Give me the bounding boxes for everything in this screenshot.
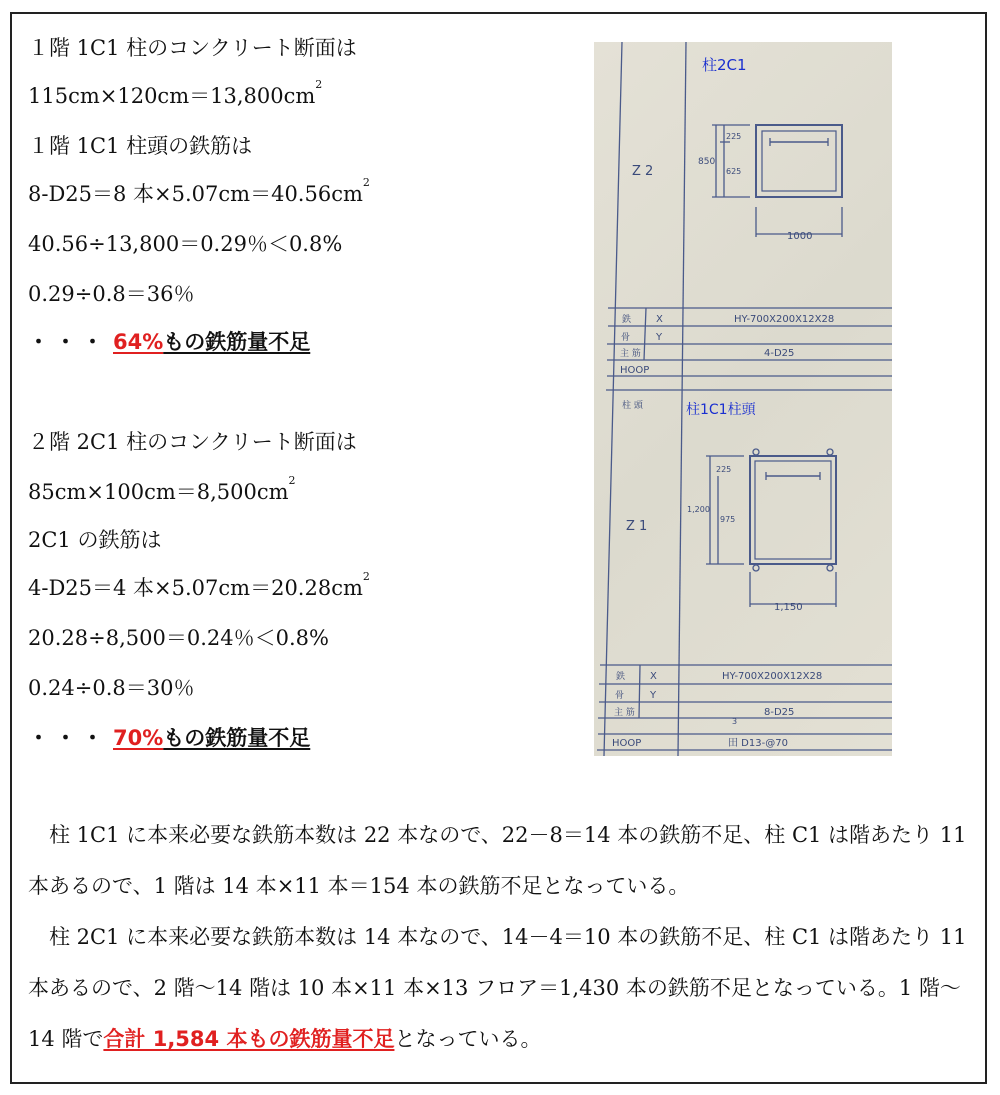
floor1-area-sup: 2 xyxy=(315,78,323,91)
floor2-rebar-heading: 2C1 の鉄筋は xyxy=(28,528,162,552)
floor2-rebar xyxy=(28,572,370,602)
summary-paragraph-2 xyxy=(28,912,976,1065)
summary-paragraph-1 xyxy=(28,810,976,912)
drawing-row-y-bottom: Y xyxy=(650,690,657,701)
floor2-area xyxy=(28,476,296,506)
drawing-svg xyxy=(594,42,892,756)
floor2-area-expr: 85cm×100cm＝8,500cm xyxy=(28,480,289,504)
floor2-area-sup: 2 xyxy=(288,474,296,487)
drawing-label-hoop-bottom: HOOP xyxy=(612,738,642,749)
drawing-label-chuto: 柱 頭 xyxy=(622,401,643,411)
drawing-main-bottom: 8-D25 xyxy=(764,707,795,718)
floor1-shortage-pct: 64% xyxy=(113,330,164,354)
floor2-shortage-dots: ・・・ xyxy=(28,726,109,750)
floor1-rebar-heading: １階 1C1 柱頭の鉄筋は xyxy=(28,134,253,158)
drawing-label-shukin-bottom: 主 筋 xyxy=(614,708,635,718)
drawing-row-z1: Z 1 xyxy=(626,519,648,534)
floor1-heading: １階 1C1 柱のコンクリート断面は xyxy=(28,36,357,60)
drawing-hoop-bottom: 田 D13-@70 xyxy=(728,738,788,749)
summary-p2-text-a: 柱 2C1 に本来必要な鉄筋本数は 14 本なので、14－4＝10 本の鉄筋不足、柱 C1 は階あたり 11 本あるので、2 階～14 階は 10 本×11 本×13 フロア＝1,430 本の鉄筋不足となっている。1 階～14 階で xyxy=(28,925,967,1051)
floor1-rebar-expr: 8-D25＝8 本×5.07cm＝40.56cm xyxy=(28,182,363,206)
floor1-shortage-dots: ・・・ xyxy=(28,330,109,354)
floor1-area-expr: 115cm×120cm＝13,800cm xyxy=(28,84,316,108)
floor2-rebar-expr: 4-D25＝4 本×5.07cm＝20.28cm xyxy=(28,576,363,600)
drawing-row-z2: Z 2 xyxy=(632,164,654,179)
floor2-shortage-pct: 70% xyxy=(113,726,164,750)
z2-dim-225: 225 xyxy=(726,132,742,141)
floor1-rebar xyxy=(28,178,370,208)
column-schedule-drawing xyxy=(594,42,892,756)
summary-p1-text: 柱 1C1 に本来必要な鉄筋本数は 22 本なので、22－8＝14 本の鉄筋不足、柱 C1 は階あたり 11 本あるので、1 階は 14 本×11 本＝154 本の鉄筋不足となっている。 xyxy=(28,823,967,898)
floor1-rebar-sup: 2 xyxy=(362,176,370,189)
drawing-steel-top: HY-700X200X12X28 xyxy=(734,314,835,325)
floor1-ratio: 40.56÷13,800＝0.29％＜0.8% xyxy=(28,232,343,256)
drawing-title-bottom: 柱1C1柱頭 xyxy=(686,402,756,418)
drawing-label-kotsu: 骨 xyxy=(621,333,631,343)
drawing-row-x-top: X xyxy=(656,314,663,325)
summary-total-highlight: 合計 1,584 本もの鉄筋量不足 xyxy=(103,1027,395,1051)
floor2-rebar-sup: 2 xyxy=(362,570,370,583)
floor1-shortage-label: もの鉄筋量不足 xyxy=(163,330,311,354)
floor2-percent: 0.24÷0.8＝30％ xyxy=(28,676,195,700)
summary-p2-text-b: となっている。 xyxy=(394,1027,542,1051)
floor1-percent: 0.29÷0.8＝36％ xyxy=(28,282,195,306)
floor2-heading: ２階 2C1 柱のコンクリート断面は xyxy=(28,430,357,454)
floor1-shortage xyxy=(28,326,310,356)
z1-dim-width: 1,150 xyxy=(774,602,803,613)
drawing-steel-bottom: HY-700X200X12X28 xyxy=(722,671,823,682)
floor1-area xyxy=(28,80,322,110)
floor2-ratio: 20.28÷8,500＝0.24％＜0.8% xyxy=(28,626,329,650)
drawing-label-tetsu: 鉄 xyxy=(622,315,632,325)
z1-dim-225: 225 xyxy=(716,465,732,474)
z2-dim-width: 1000 xyxy=(787,231,813,242)
drawing-row-x-bottom: X xyxy=(650,671,657,682)
drawing-title-top: 柱2C1 xyxy=(702,56,747,74)
z1-dim-975: 975 xyxy=(720,515,736,524)
floor2-shortage xyxy=(28,722,310,752)
floor2-shortage-label: もの鉄筋量不足 xyxy=(163,726,311,750)
drawing-label-tetsu-bottom: 鉄 xyxy=(616,672,626,682)
z2-dim-850: 850 xyxy=(698,157,716,167)
drawing-row-y-top: Y xyxy=(656,332,663,343)
drawing-label-kotsu-bottom: 骨 xyxy=(615,691,625,701)
z2-dim-625: 625 xyxy=(726,167,742,176)
z1-dim-1200: 1,200 xyxy=(687,505,710,514)
drawing-hoop-prefix: 3 xyxy=(732,717,738,726)
drawing-main-top: 4-D25 xyxy=(764,348,795,359)
drawing-label-shukin-top: 主 筋 xyxy=(620,349,641,359)
drawing-label-hoop-top: HOOP xyxy=(620,365,650,376)
